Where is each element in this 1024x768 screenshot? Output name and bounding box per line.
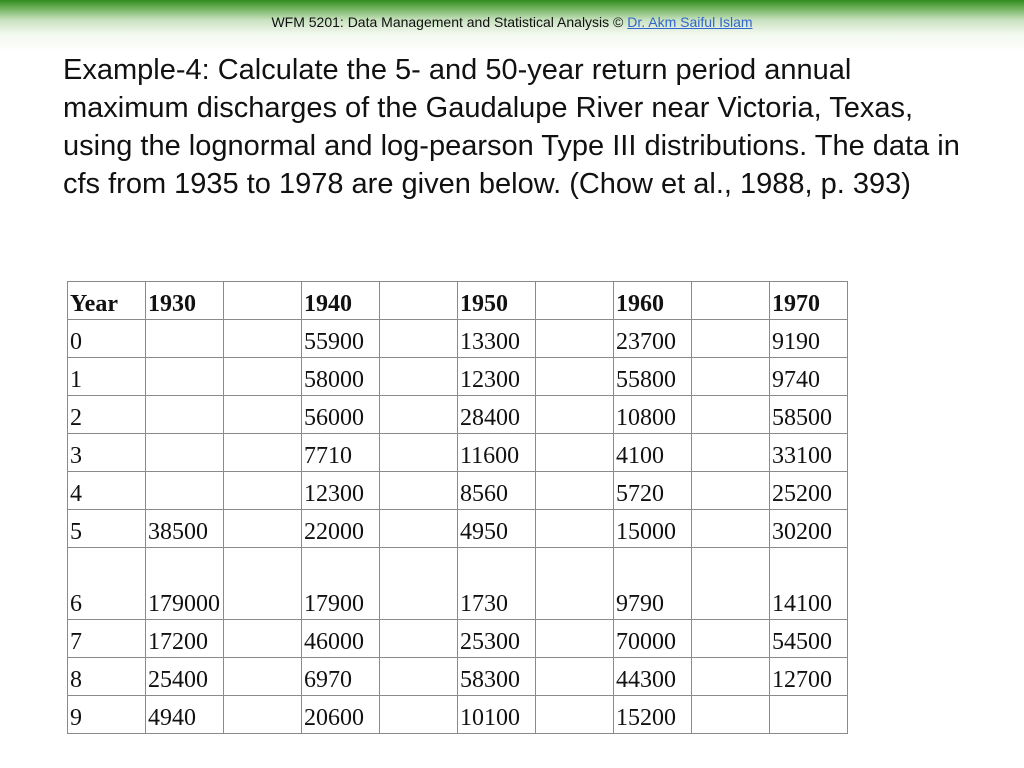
table-cell: 4940 <box>146 696 224 734</box>
table-cell: 9790 <box>614 548 692 620</box>
table-row <box>68 396 848 434</box>
table-cell: 38500 <box>146 510 224 548</box>
table-cell <box>536 696 614 734</box>
column-header: 1940 <box>302 282 380 320</box>
table-row <box>68 548 848 620</box>
column-header <box>692 282 770 320</box>
table-cell: 4950 <box>458 510 536 548</box>
table-cell <box>380 472 458 510</box>
table-cell: 13300 <box>458 320 536 358</box>
example-description: Example-4: Calculate the 5- and 50-year return period annual maximum discharges of the Gaudalupe River near Victoria, Texas, using the lognormal and log-pearson Type III distributions. The data in cfs from 1935 to 1978 are given below. (Chow et al., 1988, p. 393) <box>63 54 960 200</box>
table-cell: 58500 <box>770 396 848 434</box>
table-header-row <box>68 282 848 320</box>
table-cell: 15000 <box>614 510 692 548</box>
table-cell <box>224 472 302 510</box>
table-cell <box>380 548 458 620</box>
table-cell: 23700 <box>614 320 692 358</box>
table-row <box>68 696 848 734</box>
table-cell <box>380 434 458 472</box>
table-cell <box>380 396 458 434</box>
table-cell: 55800 <box>614 358 692 396</box>
table-cell: 7 <box>68 620 146 658</box>
table-cell <box>224 658 302 696</box>
table-cell <box>536 320 614 358</box>
table-cell: 25200 <box>770 472 848 510</box>
table-cell: 25300 <box>458 620 536 658</box>
table-cell: 4 <box>68 472 146 510</box>
table-cell <box>536 396 614 434</box>
table-cell <box>770 696 848 734</box>
column-header: 1930 <box>146 282 224 320</box>
table-cell: 55900 <box>302 320 380 358</box>
table-cell <box>380 510 458 548</box>
table-cell <box>146 434 224 472</box>
table-cell <box>692 696 770 734</box>
table-cell: 5720 <box>614 472 692 510</box>
table-cell: 9740 <box>770 358 848 396</box>
table-cell: 46000 <box>302 620 380 658</box>
table-cell <box>224 510 302 548</box>
table-cell: 58300 <box>458 658 536 696</box>
table-cell <box>146 358 224 396</box>
table-cell <box>224 396 302 434</box>
table-cell: 10100 <box>458 696 536 734</box>
table-cell: 12700 <box>770 658 848 696</box>
table-cell <box>692 320 770 358</box>
table-cell: 0 <box>68 320 146 358</box>
table-cell: 7710 <box>302 434 380 472</box>
table-cell: 17200 <box>146 620 224 658</box>
table-cell <box>380 696 458 734</box>
table-cell <box>536 548 614 620</box>
table-row <box>68 320 848 358</box>
table-row <box>68 620 848 658</box>
table-cell <box>692 658 770 696</box>
table-cell <box>536 510 614 548</box>
table-cell: 8 <box>68 658 146 696</box>
column-header <box>224 282 302 320</box>
table-cell: 20600 <box>302 696 380 734</box>
table-cell <box>536 658 614 696</box>
table-cell <box>536 472 614 510</box>
table-cell <box>380 358 458 396</box>
table-cell <box>536 434 614 472</box>
table-cell <box>224 358 302 396</box>
column-header: Year <box>68 282 146 320</box>
table-cell: 6970 <box>302 658 380 696</box>
table-cell: 25400 <box>146 658 224 696</box>
column-header: 1970 <box>770 282 848 320</box>
table-cell: 17900 <box>302 548 380 620</box>
table-cell <box>692 434 770 472</box>
table-cell: 28400 <box>458 396 536 434</box>
table-cell <box>692 358 770 396</box>
table-cell: 22000 <box>302 510 380 548</box>
table-cell <box>146 472 224 510</box>
table-cell: 58000 <box>302 358 380 396</box>
table-cell <box>380 658 458 696</box>
table-cell <box>536 358 614 396</box>
table-cell <box>224 434 302 472</box>
table-cell: 30200 <box>770 510 848 548</box>
column-header <box>380 282 458 320</box>
column-header: 1960 <box>614 282 692 320</box>
table-cell: 179000 <box>146 548 224 620</box>
table-cell <box>692 396 770 434</box>
table-cell <box>224 548 302 620</box>
table-row <box>68 510 848 548</box>
table-cell: 2 <box>68 396 146 434</box>
table-cell: 33100 <box>770 434 848 472</box>
table-cell: 3 <box>68 434 146 472</box>
table-cell: 9190 <box>770 320 848 358</box>
table-cell: 8560 <box>458 472 536 510</box>
table-cell <box>224 696 302 734</box>
table-cell <box>146 320 224 358</box>
table-cell: 11600 <box>458 434 536 472</box>
table-cell: 54500 <box>770 620 848 658</box>
column-header: 1950 <box>458 282 536 320</box>
table-row <box>68 472 848 510</box>
table-cell: 70000 <box>614 620 692 658</box>
table-cell: 9 <box>68 696 146 734</box>
column-header <box>536 282 614 320</box>
table-cell <box>692 620 770 658</box>
table-cell: 1730 <box>458 548 536 620</box>
course-header <box>0 14 1024 30</box>
table-cell: 4100 <box>614 434 692 472</box>
table-cell <box>146 396 224 434</box>
table-cell <box>380 320 458 358</box>
discharge-table <box>67 281 848 734</box>
table-cell <box>692 472 770 510</box>
table-cell: 10800 <box>614 396 692 434</box>
table-cell: 1 <box>68 358 146 396</box>
table-cell: 56000 <box>302 396 380 434</box>
table-cell <box>224 620 302 658</box>
table-cell: 12300 <box>458 358 536 396</box>
table-cell: 14100 <box>770 548 848 620</box>
table-cell: 44300 <box>614 658 692 696</box>
table-cell <box>692 548 770 620</box>
table-cell: 15200 <box>614 696 692 734</box>
table-cell: 6 <box>68 548 146 620</box>
table-row <box>68 658 848 696</box>
table-cell <box>224 320 302 358</box>
table-cell <box>536 620 614 658</box>
table-row <box>68 434 848 472</box>
table-cell: 12300 <box>302 472 380 510</box>
table-row <box>68 358 848 396</box>
course-title: WFM 5201: Data Management and Statistical Analysis © <box>271 14 628 30</box>
table-cell <box>692 510 770 548</box>
author-link[interactable]: Dr. Akm Saiful Islam <box>627 14 753 30</box>
table-cell: 5 <box>68 510 146 548</box>
table-cell <box>380 620 458 658</box>
